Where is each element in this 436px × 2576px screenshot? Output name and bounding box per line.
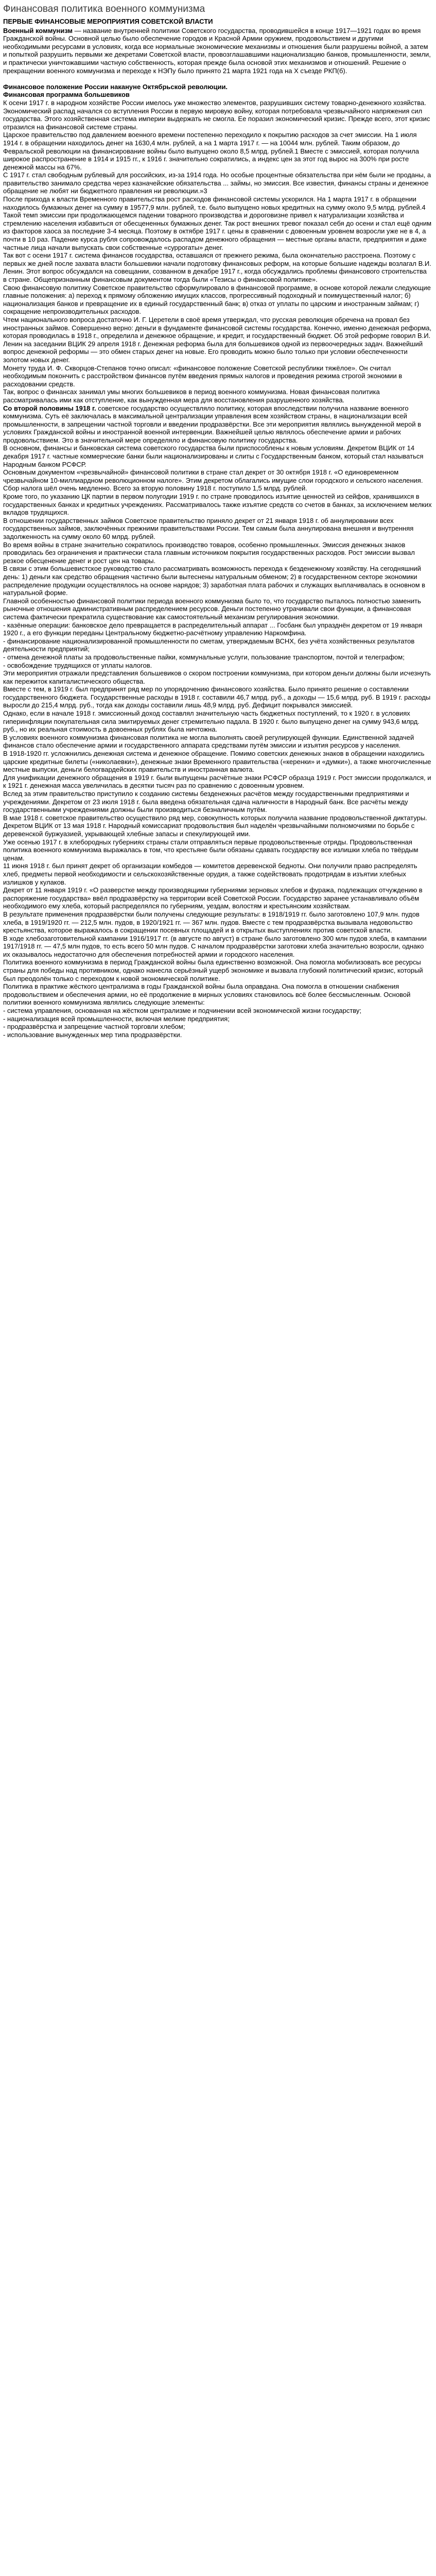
paragraph-lead: Финансовая программа большевиков xyxy=(3,91,130,99)
paragraph-text: Декрет от 11 января 1919 г. «О разверстке между производящими губерниями зерновых хлебов и фуража, подлежащих отчуждению в распоряжение государства» ввёл продразвёрстку на территории всей Советской России. Государство заранее устанавливало объём необходимого ему хлеба, который распределялся по губерниям, уездам, волостям и крестьянским хозяйствам. xyxy=(3,886,425,910)
paragraph-text: Политика в практике жёсткого централизма в годы Гражданской войны была оправдана. Она помогла в отношении снабжения продовольствием и обеспечения армии, но её продолжение в мирных условиях становилось всё более бессмысленным. Основой политики военного коммунизма являлись следующие элементы: xyxy=(3,982,413,1007)
paragraph-text: Вместе с тем, в 1919 г. был предпринят ряд мер по упорядочению финансового хозяйства. Было принято решение о составлении государственного бюджета. Государственные расходы в 1918 г. составили 46,7 млрд. руб., а доходы — 15,6 млрд. руб. В 1919 г. расходы выросли до 215,4 млрд. руб., тогда как доходы составили лишь 48,9 млрд. руб. Дефицит покрывался эмиссией. xyxy=(3,685,432,709)
paragraph-text: Во время войны в стране значительно сократилось производство товаров, особенно промышленных. Эмиссия денежных знаков проводилась без ограничения и практически стала главным источником покрытия государственных расходов. Рост эмиссии вызвал резкое обесценение денег и рост цен на товары. xyxy=(3,540,417,565)
paragraph xyxy=(3,910,432,935)
paragraph xyxy=(3,1031,432,1039)
paragraph-text: После прихода к власти Временного правительства рост расходов финансовой системы ускорился. На 1 марта 1917 г. в обращении находилось бумажных денег на сумму в 19577,9 млн. рублей, т.е. было выпущено новых кредитных на сумму около 9,5 млрд. рублей.4 Такой темп эмиссии при продолжающемся падении товарного производства и дороговизне привел к натурализации хозяйства и стремлению населения избавиться от обесцененных бумажных денег. Так рост внешних тревог показал себя до осени и стал ещё одним из факторов хаоса за последние 3-4 месяца. Поэтому в октябре 1917 г. цены в сравнении с довоенным уровнем возросли уже не в 4, а почти в 10 раз. Падение курса рубля сопровождалось распадом денежного обращения — местные органы власти, предприятия и даже частные лица начали выпускать свои собственные «суррогаты» денег. xyxy=(3,195,433,251)
paragraph-text: - освобождение трудящихся от уплаты налогов. xyxy=(3,661,152,669)
paragraph xyxy=(3,669,432,685)
paragraph-text: - использование вынужденных мер типа продразвёрстки. xyxy=(3,1030,182,1039)
paragraph xyxy=(3,171,432,195)
paragraph-text: Свою финансовую политику Советское правительство сформулировало в финансовой программе, в основе которой лежали следующие главные положения: а) переход к прямому обложению имущих классов, прогрессивный подоходный и поимущественный налог; б) национализация банков и превращение их в единый государственный банк; в) отказ от уплаты по царским и иностранным займам; г) сокращение непроизводительных расходов. xyxy=(3,283,433,316)
paragraph xyxy=(3,1007,432,1015)
paragraph xyxy=(3,493,432,517)
paragraph xyxy=(3,750,432,774)
paragraph-text: - система управления, основанная на жёстком централизме и подчинении всей экономической жизни государству; xyxy=(3,1007,362,1015)
paragraph xyxy=(3,958,432,982)
paragraph-text: К осени 1917 г. в народном хозяйстве России имелось уже множество элементов, разрушивших систему товарно-денежного хозяйства. Экономический распад начался со вступления России в первую мировую войну, которая потребовала чрезвычайного напряжения сил государства. Этого хозяйственная система империи выдержать не смогла. Ее поразил экономический кризис. Прежде всего, этот кризис отразился на финансовой системе страны. xyxy=(3,98,432,131)
paragraph-text: В условиях военного коммунизма финансовая политика не могла выполнять своей регулирующей функции. Единственной задачей финансов стало обеспечение армии и государственного аппарата средствами путём эмиссии и изъятия ресурсов у населения. xyxy=(3,733,416,750)
paragraph-text: - казённые операции: банковское дело превращается в распределительный аппарат ... Госбанк был упразднён декретом от 19 января 1920 г., а его функции переданы Центральному бюджетно-расчётному управлению Наркомфина. xyxy=(3,621,424,637)
paragraph xyxy=(3,284,432,316)
paragraph-text: Однако, если в начале 1918 г. эмиссионный доход составлял значительную часть бюджетных поступлений, то к 1920 г. в условиях гиперинфляции покупательная сила эмитируемых денег стремительно падала. В 1920 г. было выпущено денег на сумму 943,6 млрд. руб., но их реальная стоимость в довоенных рублях была ничтожна. xyxy=(3,709,422,734)
paragraph-text: Кроме того, по указанию ЦК партии в первом полугодии 1919 г. по стране проводилось изъятие ценностей из сейфов, хранившихся в государственных банках и кредитных учреждениях. Рассматривалось также изъятие средств со счетов в банках, за исключением мелких вкладов трудящихся. xyxy=(3,493,434,517)
paragraph xyxy=(3,364,432,388)
paragraph xyxy=(3,685,432,709)
paragraph xyxy=(3,709,432,734)
paragraph-text: Монету труда И. Ф. Скворцов-Степанов точно описал: «финансовое положение Советской республики тяжёлое». Он считал необходимым покончить с расстройством финансов путём введения прямых налогов и проведения режима строгой экономии в расходовании средств. xyxy=(3,364,404,388)
paragraph xyxy=(3,862,432,886)
paragraph-text: Царское правительство под давлением военного времени постепенно переходило к покрытию расходов за счет эмиссии. На 1 июля 1914 г. в обращении находилось денег на 1630,4 млн. рублей, а на 1 марта 1917 г. — на 10044 млн. рублей. Таким образом, до Февральской революции на финансирование войны было выпущено около 8,5 млрд. рублей.1 Вместе с эмиссией, которая получила широкое распространение в 1914 и 1915 гг., к 1916 г. значительно сократились, а индекс цен за этот год вырос на 300% при росте денежной массы на 67%. xyxy=(3,131,421,171)
paragraph-text: Основным документом «чрезвычайной» финансовой политики в стране стал декрет от 30 октября 1918 г. «О единовременном чрезвычайном 10-миллиардном революционном налоге». Этим декретом облагались имущие слои городского и сельского населения. Сбор налога шёл очень медленно. Всего за вторую половину 1918 г. поступило 1,5 млрд. рублей. xyxy=(3,468,425,493)
paragraph-text: Так, вопрос о финансах занимал умы многих большевиков в период военного коммунизма. Новая финансовая политика рассматривалась ими как отступление, как вынужденная мера для восстановления разрушенного хозяйства. xyxy=(3,388,382,404)
paragraph xyxy=(3,734,432,750)
paragraph xyxy=(3,982,432,1007)
paragraph-text: В результате применения продразвёрстки были получены следующие результаты: в 1918/1919 гг. было заготовлено 107,9 млн. пудов хлеба, в 1919/1920 гг. — 212,5 млн. пудов, в 1920/1921 гг. — 367 млн. пудов. Вместе с тем продразвёрстка вызывала недовольство крестьянства, которое выражалось в сокращении посевных площадей и в открытых выступлениях против советской власти. xyxy=(3,910,422,935)
paragraph xyxy=(3,99,432,131)
paragraph xyxy=(3,621,432,637)
paragraph-text: Для унификации денежного обращения в 1919 г. были выпущены расчётные знаки РСФСР образца 1919 г. Рост эмиссии продолжался, и к 1921 г. денежная масса увеличилась в десятки тысяч раз по сравнению с довоенным уровнем. xyxy=(3,773,433,790)
paragraph-text: - национализация всей промышленности, включая мелкие предприятия; xyxy=(3,1014,230,1023)
paragraph-text: В связи с этим большевистское руководство стало рассматривать возможность перехода к безденежному хозяйству. На сегодняшний день: 1) деньги как средство обращения частично были вытеснены натуральным обменом; 2) в государственном секторе экономики распределение продукции осуществлялось на основе нарядов; 3) заработная плата рабочих и служащих выплачивалась в основном в натуральной форме. xyxy=(3,565,427,597)
paragraph-text: - отмена денежной платы за продовольственные пайки, коммунальные услуги, пользование транспортом, почтой и телеграфом; xyxy=(3,653,405,661)
paragraph xyxy=(3,1015,432,1023)
paragraph xyxy=(3,27,432,75)
paragraph-lead: Военный коммунизм xyxy=(3,26,73,35)
paragraph-text: В ходе хлебозаготовительной кампании 1916/1917 гг. (в августе по август) в стране было заготовлено 300 млн пудов хлеба, в кампании 1917/1918 гг. — 47,5 млн пудов, то есть всего 50 млн пудов. С началом продразвёрстки заготовки хлеба значительно возросли, однако их оказывалось недостаточно для обеспечения потребностей армии и городского населения. xyxy=(3,934,429,958)
paragraph xyxy=(3,565,432,597)
paragraph xyxy=(3,83,432,91)
paragraph xyxy=(3,774,432,790)
paragraph xyxy=(3,1023,432,1031)
paragraph xyxy=(3,935,432,959)
paragraph xyxy=(3,404,432,445)
paragraph-text: Политика военного коммунизма в период Гражданской войны была единственно возможной. Она помогла мобилизовать все ресурсы страны для победы над противником, однако нанесла серьёзный ущерб экономике и вызвала глубокий политический кризис, который был преодолён только с переходом к новой экономической политике. xyxy=(3,958,425,982)
paragraph xyxy=(3,251,432,283)
paragraph-text: - финансирование национализированной промышленности по сметам, утверждаемым ВСНХ, без учёта хозяйственных результатов деятельности предприятий; xyxy=(3,637,416,653)
document-page xyxy=(0,0,436,1042)
paragraph-text: 11 июня 1918 г. был принят декрет об организации комбедов — комитетов деревенской бедноты. Они получили право распределять хлеб, предметы первой необходимости и сельскохозяйственные орудия, а также содействовать продотрядам в изъятии хлебных излишков у кулаков. xyxy=(3,862,420,886)
paragraph xyxy=(3,886,432,910)
paragraph xyxy=(3,838,432,862)
paragraph xyxy=(3,662,432,670)
paragraph-text: В отношении государственных займов Советское правительство приняло декрет от 21 января 1918 г. об аннулировании всех государственных займов, заключённых прежними правительствами России. Тем самым была аннулирована внешняя и внутренняя задолженность на сумму около 60 млрд. рублей. xyxy=(3,516,415,540)
paragraph xyxy=(3,91,432,99)
paragraph-lead: Со второй половины 1918 г. xyxy=(3,404,96,412)
paragraph-text: Чтем национального вопроса достаточно И. Г. Церетели в своё время утверждал, что русская революция обречена на провал без иностранных займов. Совершенно верно: деньги в фундаменте финансовой системы государства. Конечно, именно денежная реформа, которая проводилась в 1918 г., определила и денежное обращение, и кредит, и государственный бюджет. Об этой реформе говорил В.И. Ленин на заседании ВЦИК 29 апреля 1918 г. Денежная реформа была для большевиков одной из первоочередных задач. Важнейший вопрос денежной реформы — это обмен старых денег на новые. Его проводить можно было только при условии обеспеченности золотом новых денег. xyxy=(3,315,433,364)
paragraph-text: В мае 1918 г. советское правительство осуществило ряд мер, совокупность которых получила название продовольственной диктатуры. Декретом ВЦИК от 13 мая 1918 г. Народный комиссариат продовольствия был наделён чрезвычайными полномочиями по борьбе с деревенской буржуазией, укрывающей хлебные запасы и спекулирующей ими. xyxy=(3,814,429,838)
paragraph-text: - продразвёрстка и запрещение частной торговли хлебом; xyxy=(3,1023,185,1031)
paragraph-text: В 1918-1920 гг. усложнились денежная система и денежное обращение. Помимо советских денежных знаков в обращении находились царские кредитные билеты («николаевки»), денежные знаки Временного правительства («керенки» и «думки»), а также многочисленные местные выпуски, деньги белогвардейских правительств и иностранная валюта. xyxy=(3,750,433,774)
paragraph xyxy=(3,131,432,171)
paragraph xyxy=(3,637,432,653)
paragraph xyxy=(3,814,432,838)
paragraph xyxy=(3,444,432,468)
paragraph-text: Так вот с осени 1917 г. система финансов государства, оставшаяся от прежнего режима, была окончательно расстроена. Поэтому с первых же дней после захвата власти большевики начали подготовку финансовых реформ, на которые большие надежды возлагал В.И. Ленин. Этот вопрос обсуждался на совещании, созванном в декабре 1917 г., когда обсуждались проблемы финансового строительства в стране. Общепризнанным финансовым документом тогда были «Тезисы о финансовой политике». xyxy=(3,251,433,283)
paragraph-text: советское государство осуществляло политику, которая впоследствии получила название военного коммунизма. Суть её заключалась в максимальной централизации управления всем хозяйством страны, в национализации всей промышленности, в запрещении частной торговли и введении продразвёрстки. Все эти мероприятия являлись вынужденной мерой в условиях Гражданской войны и иностранной военной интервенции. Важнейшей целью являлось обеспечение армии и рабочих продовольствием. Это в значительной мере определяло и финансовую политику государства. xyxy=(3,404,423,444)
paragraph xyxy=(3,468,432,493)
paragraph-text: Эти мероприятия отражали представления большевиков о скором построении коммунизма, при котором деньги должны были исчезнуть как пережиток капиталистического общества. xyxy=(3,669,433,685)
paragraph-text: Главной особенностью финансовой политики периода военного коммунизма было то, что государство пыталось полностью заменить рыночные отношения административным распределением ресурсов. Деньги постепенно утрачивали свои функции, а финансовая система фактически прекратила существование как самостоятельный механизм регулирования экономики. xyxy=(3,597,423,621)
paragraph xyxy=(3,316,432,364)
paragraph xyxy=(3,597,432,621)
paragraph xyxy=(3,790,432,814)
paragraph-text: С 1917 г. стал свободным рублевый для российских, из-за 1914 года. Но особые процентные обязательства при нём были не проданы, а правительство занимало средства через казначейские обязательства ... займы, но эмиссия. Все известия, финансы страны и денежное обращение не любят ни бюджетного правления ни революции.»3 xyxy=(3,171,433,195)
paragraph xyxy=(3,195,432,251)
article-body xyxy=(3,27,432,1039)
section-subtitle: ПЕРВЫЕ ФИНАНСОВЫЕ МЕРОПРИЯТИЯ СОВЕТСКОЙ ВЛАСТИ xyxy=(3,18,213,25)
page-title: Финансовая политика военного коммунизма xyxy=(3,4,205,14)
paragraph-lead: Финансовое положение России накануне Октябрьской революции. xyxy=(3,82,228,91)
paragraph-text: Уже осенью 1917 г. в хлебородных губерниях страны стали отправляться первые продовольственные отряды. Продовольственная политика военного коммунизма выражалась в том, что крестьяне были обязаны сдавать государству все излишки хлеба по твёрдым ценам. xyxy=(3,838,421,862)
paragraph-text: — название внутренней политики Советского государства, проводившейся в конце 1917—1921 годах во время Гражданской войны. Основной целью было обеспечение городов и Красной Армии оружием, продовольствием и другими необходимыми ресурсами в условиях, когда все нормальные экономические механизмы и отношения были разрушены войной, а затем и попыткой разрушить первыми же декретами Советской власти, провозглашавшими национализацию банков, промышленности, земли, и практически уничтожавшими частную собственность, которая прежде была основой этих механизмов и отношений. Решение о прекращении военного коммунизма и переходе к НЭПу было принято 21 марта 1921 года на X съезде РКП(б). xyxy=(3,26,433,75)
blank-line xyxy=(3,75,432,83)
paragraph xyxy=(3,388,432,404)
paragraph xyxy=(3,541,432,565)
paragraph xyxy=(3,653,432,662)
paragraph-text: В основном, финансы и банковская система советского государства были приспособлены к новым условиям. Декретом ВЦИК от 14 декабря 1917 г. частные коммерческие банки были национализированы и слиты с Государственным банком, который стал называться Народным банком РСФСР. xyxy=(3,444,426,468)
paragraph-text: Вслед за этим правительство приступило к созданию системы безденежных расчётов между государственными предприятиями и учреждениями. Декретом от 23 июля 1918 г. была введена обязательная сдача наличности в Народный банк. Все расчёты между государственными учреждениями должны были производиться безналичным путём. xyxy=(3,790,411,814)
paragraph xyxy=(3,517,432,541)
